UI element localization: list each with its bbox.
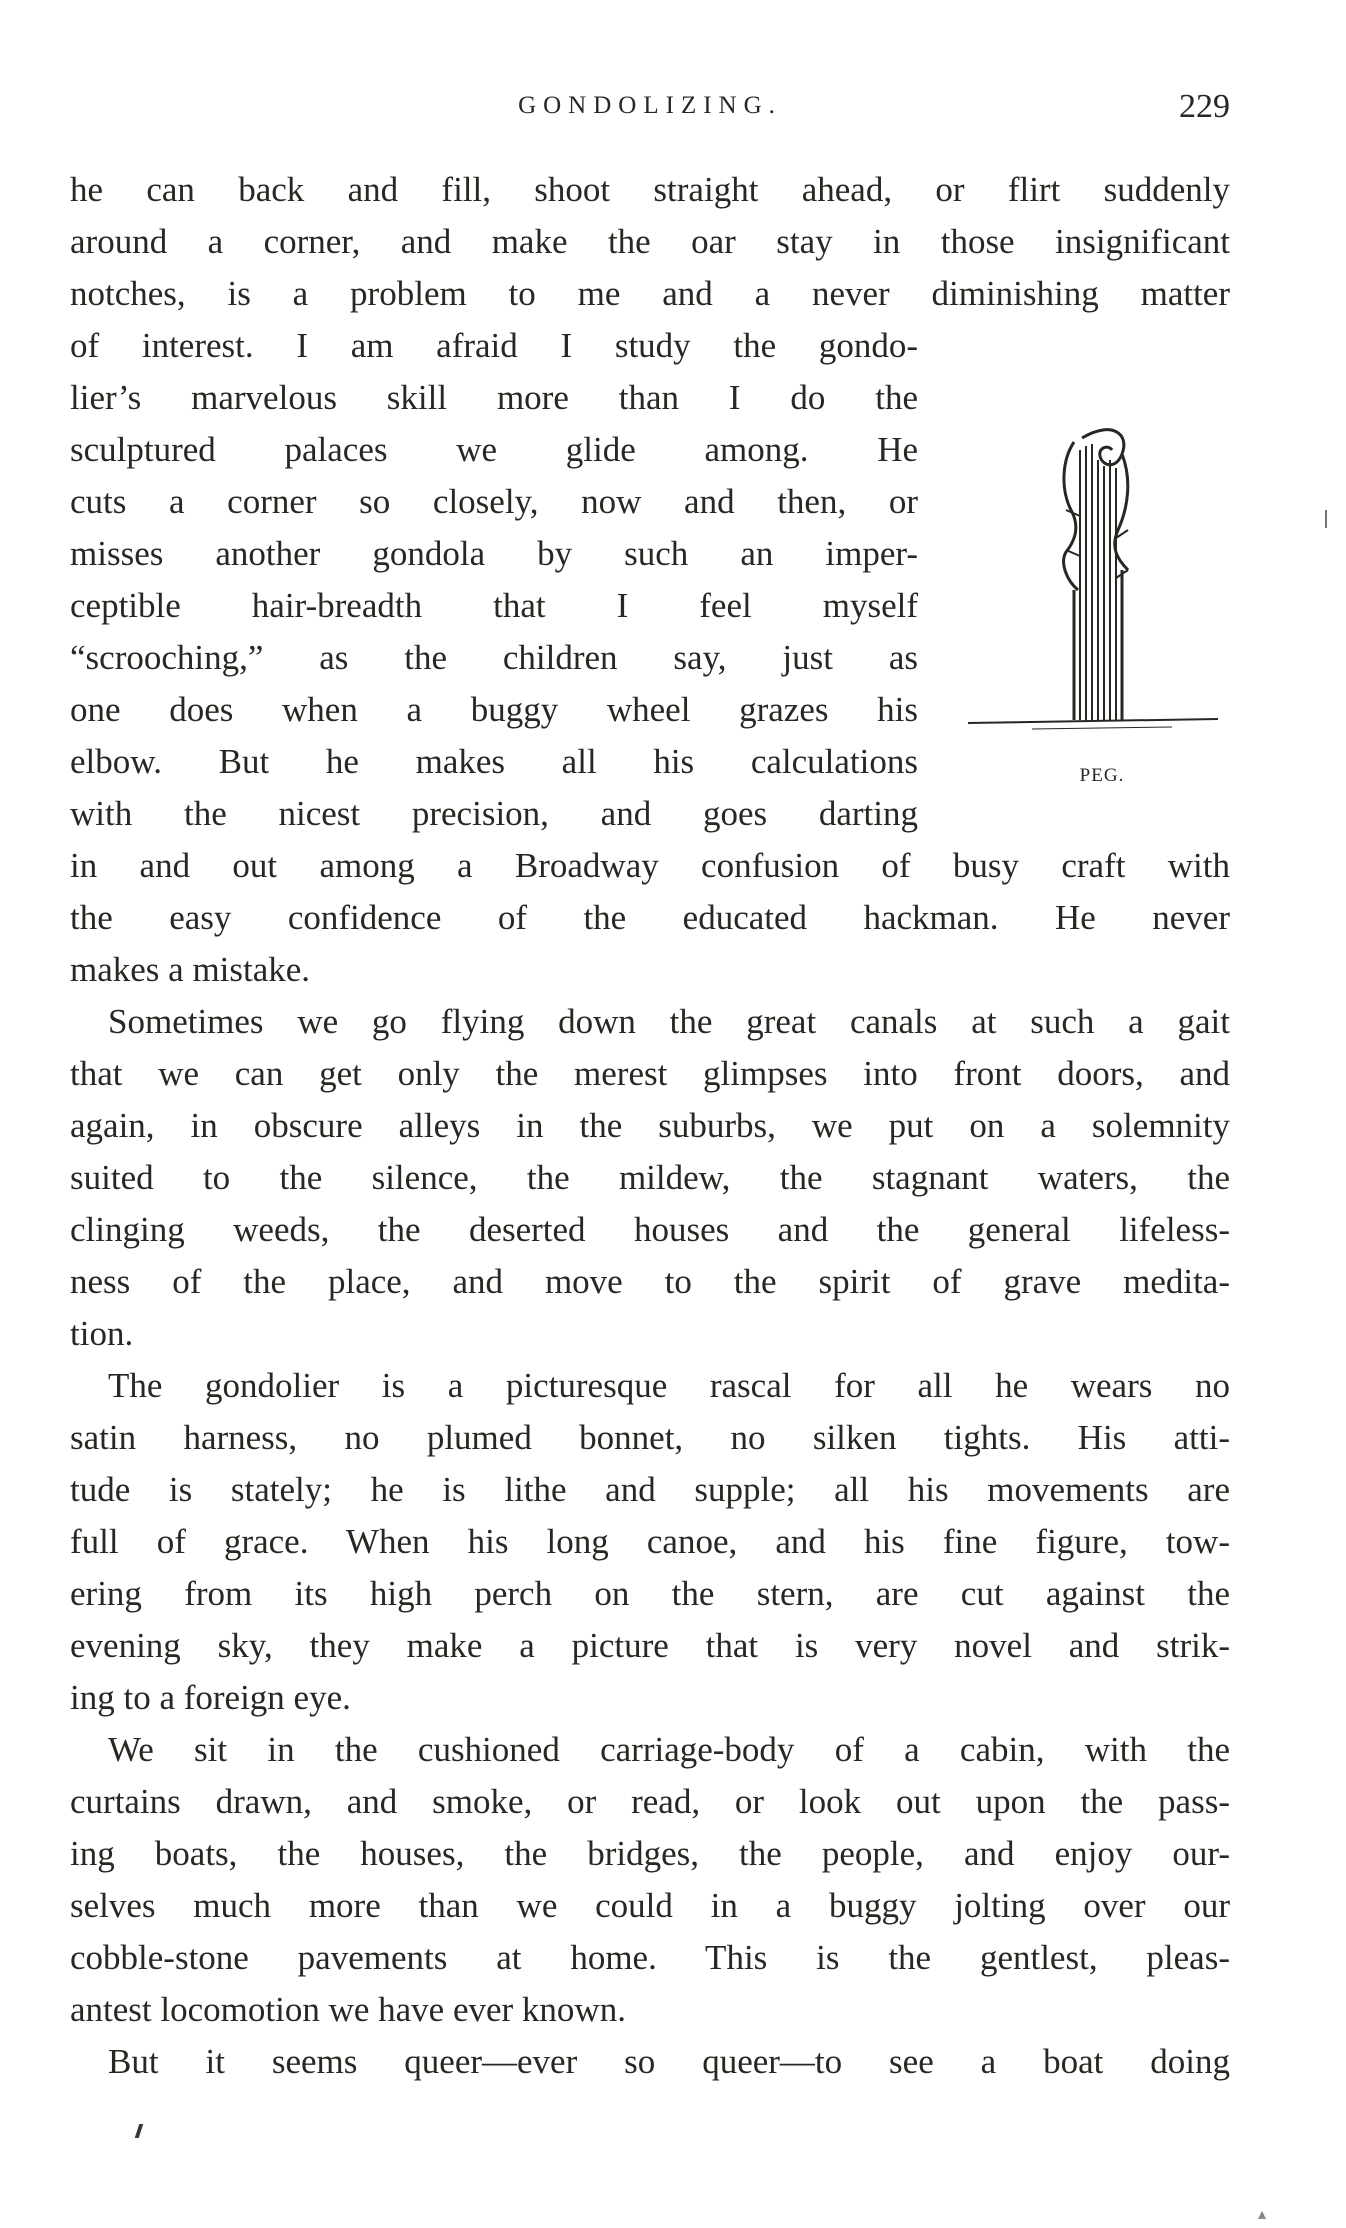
text-line: one does when a buggy wheel grazes his	[70, 690, 918, 729]
text-line: ing boats, the houses, the bridges, the people, and enjoy our-	[70, 1834, 1230, 1873]
text-line: “scrooching,” as the children say, just as	[70, 638, 918, 677]
text-line: antest locomotion we have ever known.	[70, 1990, 626, 2029]
text-line: again, in obscure alleys in the suburbs, we put on a solemnity	[70, 1106, 1230, 1145]
text-line: sculptured palaces we glide among. He	[70, 430, 918, 469]
text-line: cobble-stone pavements at home. This is the gentlest, pleas-	[70, 1938, 1230, 1977]
text-line: full of grace. When his long canoe, and his fine figure, tow-	[70, 1522, 1230, 1561]
text-line: evening sky, they make a picture that is very novel and strik-	[70, 1626, 1230, 1665]
ink-speck	[135, 2124, 144, 2138]
text-line: ering from its high perch on the stern, are cut against the	[70, 1574, 1230, 1613]
paragraph-first-line: We sit in the cushioned carriage-body of a cabin, with the	[108, 1730, 1230, 1769]
text-line: the easy confidence of the educated hackman. He never	[70, 898, 1230, 937]
paragraph-first-line: The gondolier is a picturesque rascal for all he wears no	[108, 1366, 1230, 1405]
paragraph-first-line: But it seems queer—ever so queer—to see a boat doing	[108, 2042, 1230, 2081]
text-line: cuts a corner so closely, now and then, or	[70, 482, 918, 521]
text-line: misses another gondola by such an imper-	[70, 534, 918, 573]
text-line: tude is stately; he is lithe and supple; all his movements are	[70, 1470, 1230, 1509]
text-line: around a corner, and make the oar stay in those insignificant	[70, 222, 1230, 261]
text-line: selves much more than we could in a buggy jolting over our	[70, 1886, 1230, 1925]
text-line: ceptible hair-breadth that I feel myself	[70, 586, 918, 625]
corner-arrow-icon: ▴	[1258, 2206, 1267, 2223]
text-line: with the nicest precision, and goes darting	[70, 794, 918, 833]
text-line: in and out among a Broadway confusion of busy craft with	[70, 846, 1230, 885]
text-line: tion.	[70, 1314, 134, 1353]
text-line: that we can get only the merest glimpses into front doors, and	[70, 1054, 1230, 1093]
text-line: ness of the place, and move to the spirit of grave medita-	[70, 1262, 1230, 1301]
running-title: GONDOLIZING.	[518, 92, 782, 119]
gondola-oar-peg-icon	[962, 420, 1222, 760]
text-line: notches, is a problem to me and a never diminishing matter	[70, 274, 1230, 313]
text-line: suited to the silence, the mildew, the stagnant waters, the	[70, 1158, 1230, 1197]
text-line: clinging weeds, the deserted houses and the general lifeless-	[70, 1210, 1230, 1249]
page-number: 229	[1179, 88, 1230, 125]
text-line: ing to a foreign eye.	[70, 1678, 351, 1717]
margin-mark	[1325, 510, 1327, 528]
text-line: lier’s marvelous skill more than I do the	[70, 378, 918, 417]
text-line: satin harness, no plumed bonnet, no silken tights. His atti-	[70, 1418, 1230, 1457]
running-head	[70, 88, 1230, 132]
paragraph-first-line: Sometimes we go flying down the great canals at such a gait	[108, 1002, 1230, 1041]
text-line: of interest. I am afraid I study the gondo-	[70, 326, 918, 365]
text-line: he can back and fill, shoot straight ahead, or flirt suddenly	[70, 170, 1230, 209]
figure-peg	[962, 420, 1222, 800]
text-line: elbow. But he makes all his calculations	[70, 742, 918, 781]
figure-caption: PEG.	[1079, 765, 1125, 786]
text-line: curtains drawn, and smoke, or read, or look out upon the pass-	[70, 1782, 1230, 1821]
text-line: makes a mistake.	[70, 950, 311, 989]
